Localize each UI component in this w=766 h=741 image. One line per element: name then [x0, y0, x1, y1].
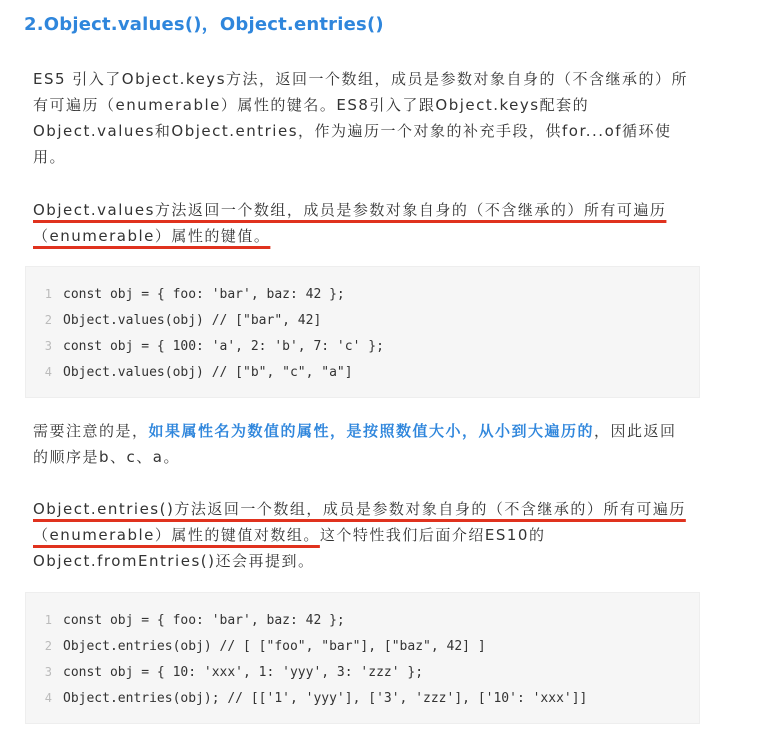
entries-description-underlined: Object.entries()方法返回一个数组，成员是参数对象自身的（不含继承的）所有可遍历（enumerable）属性的键值对数组。 [33, 500, 686, 544]
order-note-end: ，因此返回的顺序是b、c、a。 [33, 422, 677, 466]
values-description [33, 197, 693, 249]
code-line [26, 607, 699, 633]
code-line [26, 685, 699, 711]
code-text: const obj = { 10: 'xxx', 1: 'yyy', 3: 'zzz' }; [63, 665, 424, 680]
code-block-entries [25, 592, 700, 724]
code-text: Object.entries(obj) // [ ["foo", "bar"], ["baz", 42] ] [63, 639, 486, 654]
entries-description-rest: 这个特性我们后面介绍ES10的Object.fromEntries()还会再提到。 [33, 526, 546, 570]
values-description-underlined: Object.values方法返回一个数组，成员是参数对象自身的（不含继承的）所有可遍历（enumerable）属性的键值。 [33, 201, 667, 245]
entries-description [33, 496, 693, 574]
code-line [26, 633, 699, 659]
code-line [26, 307, 699, 333]
code-line [26, 333, 699, 359]
code-text: const obj = { 100: 'a', 2: 'b', 7: 'c' }; [63, 339, 384, 354]
code-text: Object.values(obj) // ["bar", 42] [63, 313, 322, 328]
code-text: Object.entries(obj); // [['1', 'yyy'], ['3', 'zzz'], ['10': 'xxx']] [63, 691, 588, 706]
code-line [26, 281, 699, 307]
code-text: Object.values(obj) // ["b", "c", "a"] [63, 365, 353, 380]
code-line [26, 359, 699, 385]
line-number: 3 [44, 665, 52, 679]
line-number: 1 [44, 613, 52, 627]
line-number: 3 [44, 339, 52, 353]
line-number: 4 [44, 691, 52, 705]
intro-paragraph: ES5 引入了Object.keys方法，返回一个数组，成员是参数对象自身的（不含继承的）所有可遍历（enumerable）属性的键名。ES8引入了跟Object.keys配套的Object.values和Object.entries，作为遍历一个对象的补充手段，供for...of循环使用。 [33, 70, 689, 166]
order-note-highlight: 如果属性名为数值的属性，是按照数值大小，从小到大遍历的 [148, 422, 595, 440]
code-block-values [25, 266, 700, 398]
line-number: 2 [44, 639, 52, 653]
code-line [26, 659, 699, 685]
code-text: const obj = { foo: 'bar', baz: 42 }; [63, 287, 345, 302]
code-text: const obj = { foo: 'bar', baz: 42 }; [63, 613, 345, 628]
line-number: 1 [44, 287, 52, 301]
order-note-paragraph [33, 418, 693, 470]
order-note-start: 需要注意的是， [33, 422, 149, 440]
line-number: 2 [44, 313, 52, 327]
section-heading: 2.Object.values()，Object.entries() [24, 14, 384, 35]
line-number: 4 [44, 365, 52, 379]
